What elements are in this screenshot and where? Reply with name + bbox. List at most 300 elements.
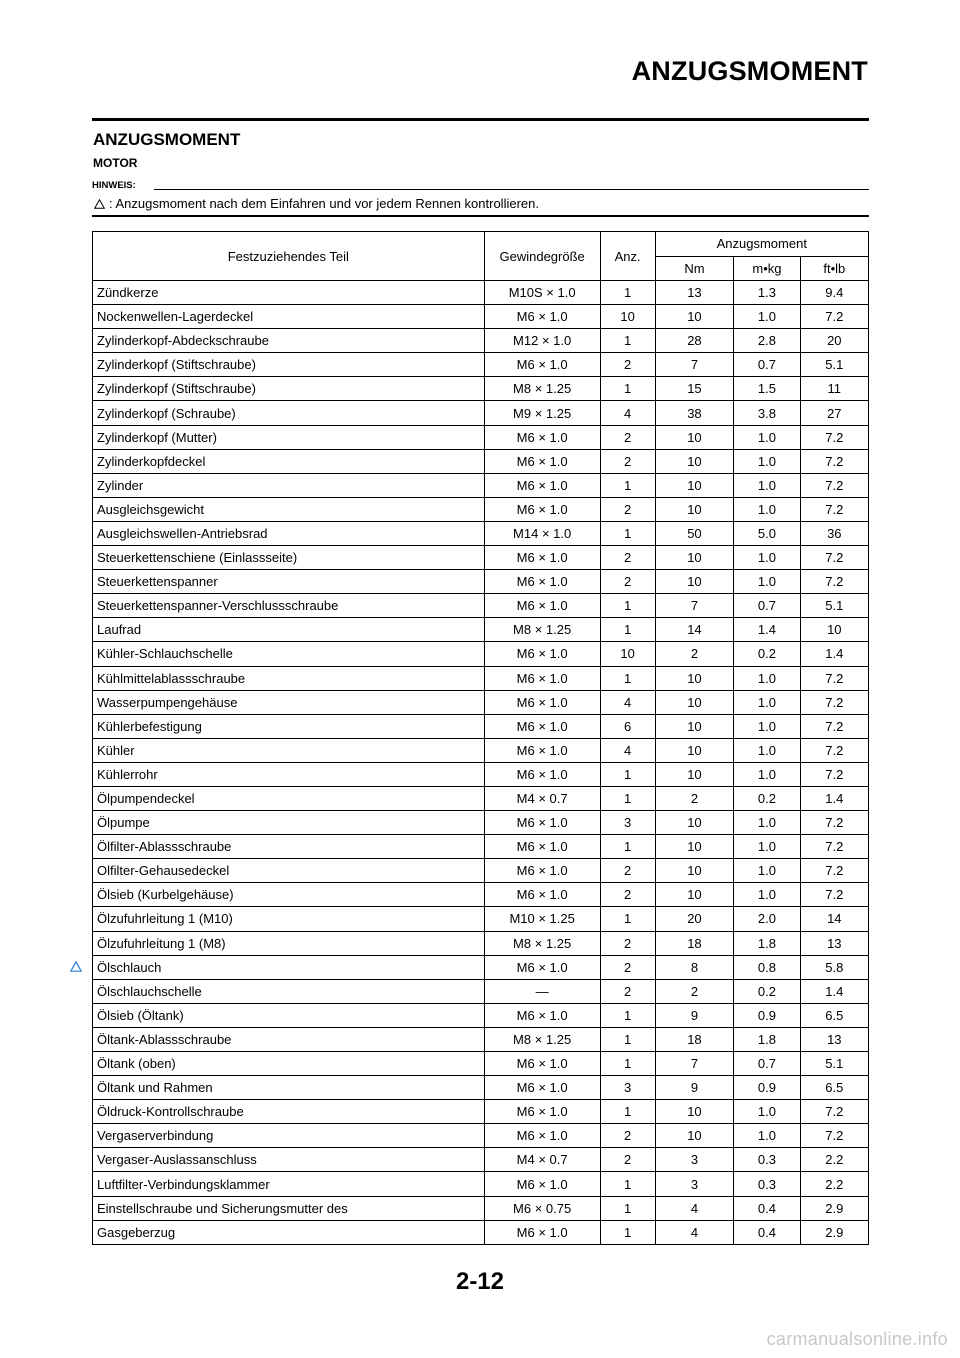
table-row [93, 473, 869, 497]
table-row [93, 1172, 869, 1196]
cell-part: Ausgleichsgewicht [93, 497, 485, 521]
table-row [93, 690, 869, 714]
cell-thread: M6 × 1.0 [484, 690, 600, 714]
cell-mkg: 1.0 [734, 449, 800, 473]
cell-thread: M6 × 1.0 [484, 1100, 600, 1124]
cell-thread: M4 × 0.7 [484, 1148, 600, 1172]
cell-nm: 2 [655, 786, 734, 810]
cell-qty: 3 [600, 811, 655, 835]
cell-mkg: 1.0 [734, 1100, 800, 1124]
cell-thread: M6 × 0.75 [484, 1196, 600, 1220]
cell-part: Luftfilter-Verbindungsklammer [93, 1172, 485, 1196]
cell-mkg: 2.8 [734, 329, 800, 353]
cell-nm: 10 [655, 714, 734, 738]
cell-part: Ölfilter-Ablassschraube [93, 835, 485, 859]
cell-part: Öldruck-Kontrollschraube [93, 1100, 485, 1124]
cell-nm: 10 [655, 449, 734, 473]
cell-thread: M6 × 1.0 [484, 738, 600, 762]
table-row [93, 1124, 869, 1148]
cell-qty: 6 [600, 714, 655, 738]
cell-thread: M6 × 1.0 [484, 642, 600, 666]
cell-ftlb: 5.1 [800, 353, 868, 377]
cell-ftlb: 7.2 [800, 1124, 868, 1148]
cell-thread: M8 × 1.25 [484, 618, 600, 642]
cell-part: Ölpumpendeckel [93, 786, 485, 810]
cell-nm: 10 [655, 690, 734, 714]
table-row [93, 401, 869, 425]
cell-part: Einstellschraube und Sicherungsmutter des [93, 1196, 485, 1220]
cell-qty: 1 [600, 907, 655, 931]
header-title: ANZUGSMOMENT [631, 56, 868, 86]
torque-table [92, 231, 869, 1245]
cell-qty: 1 [600, 521, 655, 545]
cell-nm: 4 [655, 1220, 734, 1244]
cell-nm: 13 [655, 281, 734, 305]
cell-part: Kühler-Schlauchschelle [93, 642, 485, 666]
cell-mkg: 0.3 [734, 1148, 800, 1172]
section-title: ANZUGSMOMENT [93, 130, 241, 149]
header-torque: Anzugsmoment [655, 232, 868, 257]
table-row [93, 1100, 869, 1124]
cell-nm: 7 [655, 1052, 734, 1076]
cell-ftlb: 1.4 [800, 979, 868, 1003]
table-row [93, 1076, 869, 1100]
note-label: HINWEIS: [92, 180, 136, 191]
cell-thread: M6 × 1.0 [484, 883, 600, 907]
cell-mkg: 0.2 [734, 786, 800, 810]
cell-thread: M6 × 1.0 [484, 1220, 600, 1244]
subsection-title: MOTOR [93, 156, 138, 170]
cell-mkg: 1.8 [734, 1027, 800, 1051]
cell-ftlb: 7.2 [800, 1100, 868, 1124]
cell-part: Laufrad [93, 618, 485, 642]
cell-part: Steuerkettenschiene (Einlassseite) [93, 546, 485, 570]
cell-part: Zylinderkopfdeckel [93, 449, 485, 473]
cell-nm: 14 [655, 618, 734, 642]
cell-part: Kühlerrohr [93, 762, 485, 786]
cell-ftlb: 20 [800, 329, 868, 353]
cell-ftlb: 5.1 [800, 1052, 868, 1076]
cell-ftlb: 27 [800, 401, 868, 425]
table-row [93, 811, 869, 835]
cell-ftlb: 7.2 [800, 473, 868, 497]
cell-qty: 2 [600, 859, 655, 883]
table-row [93, 642, 869, 666]
cell-ftlb: 7.2 [800, 305, 868, 329]
cell-nm: 2 [655, 979, 734, 1003]
header-thread: Gewindegröße [484, 232, 600, 281]
cell-thread: M6 × 1.0 [484, 353, 600, 377]
cell-part: Steuerkettenspanner [93, 570, 485, 594]
cell-thread: M6 × 1.0 [484, 425, 600, 449]
cell-part: Ölpumpe [93, 811, 485, 835]
cell-nm: 3 [655, 1148, 734, 1172]
cell-ftlb: 7.2 [800, 835, 868, 859]
cell-thread: — [484, 979, 600, 1003]
cell-qty: 1 [600, 329, 655, 353]
header-part: Festzuziehendes Teil [93, 232, 485, 281]
table-row [93, 714, 869, 738]
cell-ftlb: 7.2 [800, 811, 868, 835]
cell-qty: 2 [600, 931, 655, 955]
cell-nm: 10 [655, 473, 734, 497]
cell-mkg: 0.2 [734, 979, 800, 1003]
cell-ftlb: 7.2 [800, 690, 868, 714]
cell-part: Wasserpumpengehäuse [93, 690, 485, 714]
cell-qty: 4 [600, 690, 655, 714]
cell-ftlb: 7.2 [800, 546, 868, 570]
cell-qty: 1 [600, 473, 655, 497]
cell-part: Zylinderkopf (Mutter) [93, 425, 485, 449]
cell-mkg: 1.0 [734, 714, 800, 738]
cell-part: Zylinderkopf-Abdeckschraube [93, 329, 485, 353]
note-rule [92, 215, 869, 217]
note-label-rule [154, 189, 869, 190]
cell-mkg: 1.0 [734, 738, 800, 762]
cell-qty: 1 [600, 835, 655, 859]
cell-mkg: 0.7 [734, 1052, 800, 1076]
cell-mkg: 1.0 [734, 690, 800, 714]
table-row [93, 955, 869, 979]
cell-mkg: 1.0 [734, 883, 800, 907]
cell-thread: M10S × 1.0 [484, 281, 600, 305]
table-row [93, 786, 869, 810]
cell-part: Ölzufuhrleitung 1 (M10) [93, 907, 485, 931]
header-qty: Anz. [600, 232, 655, 281]
cell-mkg: 1.0 [734, 305, 800, 329]
cell-nm: 10 [655, 305, 734, 329]
cell-ftlb: 11 [800, 377, 868, 401]
cell-qty: 2 [600, 1124, 655, 1148]
cell-mkg: 1.0 [734, 762, 800, 786]
cell-thread: M9 × 1.25 [484, 401, 600, 425]
cell-qty: 2 [600, 570, 655, 594]
cell-mkg: 1.0 [734, 546, 800, 570]
cell-ftlb: 7.2 [800, 762, 868, 786]
cell-mkg: 5.0 [734, 521, 800, 545]
table-row [93, 425, 869, 449]
cell-part: Öltank und Rahmen [93, 1076, 485, 1100]
cell-nm: 9 [655, 1076, 734, 1100]
cell-thread: M6 × 1.0 [484, 835, 600, 859]
cell-ftlb: 2.2 [800, 1172, 868, 1196]
table-row [93, 353, 869, 377]
header-nm: Nm [655, 256, 734, 281]
cell-nm: 28 [655, 329, 734, 353]
cell-mkg: 1.0 [734, 473, 800, 497]
cell-mkg: 1.0 [734, 835, 800, 859]
cell-mkg: 1.0 [734, 425, 800, 449]
table-row [93, 666, 869, 690]
cell-nm: 9 [655, 1003, 734, 1027]
cell-mkg: 1.0 [734, 859, 800, 883]
header-ftlb: ft•lb [800, 256, 868, 281]
cell-mkg: 0.7 [734, 353, 800, 377]
cell-ftlb: 7.2 [800, 425, 868, 449]
cell-mkg: 0.2 [734, 642, 800, 666]
cell-ftlb: 7.2 [800, 497, 868, 521]
cell-ftlb: 13 [800, 1027, 868, 1051]
cell-ftlb: 7.2 [800, 883, 868, 907]
cell-qty: 1 [600, 1172, 655, 1196]
cell-thread: M6 × 1.0 [484, 449, 600, 473]
cell-qty: 10 [600, 305, 655, 329]
table-row [93, 449, 869, 473]
cell-ftlb: 1.4 [800, 642, 868, 666]
cell-part: Zündkerze [93, 281, 485, 305]
cell-thread: M8 × 1.25 [484, 931, 600, 955]
cell-nm: 10 [655, 738, 734, 762]
table-row [93, 594, 869, 618]
cell-qty: 2 [600, 353, 655, 377]
cell-ftlb: 10 [800, 618, 868, 642]
table-row [93, 907, 869, 931]
cell-nm: 3 [655, 1172, 734, 1196]
table-row [93, 497, 869, 521]
cell-ftlb: 2.9 [800, 1220, 868, 1244]
cell-part: Kühlmittelablassschraube [93, 666, 485, 690]
cell-ftlb: 5.8 [800, 955, 868, 979]
note [94, 196, 869, 212]
cell-thread: M6 × 1.0 [484, 473, 600, 497]
cell-part: Steuerkettenspanner-Verschlussschraube [93, 594, 485, 618]
cell-nm: 10 [655, 883, 734, 907]
cell-mkg: 0.9 [734, 1076, 800, 1100]
cell-thread: M6 × 1.0 [484, 497, 600, 521]
cell-part: Ölsieb (Öltank) [93, 1003, 485, 1027]
cell-thread: M6 × 1.0 [484, 305, 600, 329]
cell-qty: 1 [600, 1196, 655, 1220]
cell-nm: 8 [655, 955, 734, 979]
cell-thread: M6 × 1.0 [484, 546, 600, 570]
table-row [93, 1027, 869, 1051]
cell-part: Zylinder [93, 473, 485, 497]
cell-thread: M6 × 1.0 [484, 1003, 600, 1027]
cell-thread: M6 × 1.0 [484, 1052, 600, 1076]
cell-ftlb: 6.5 [800, 1003, 868, 1027]
cell-nm: 7 [655, 353, 734, 377]
cell-mkg: 0.3 [734, 1172, 800, 1196]
cell-qty: 2 [600, 546, 655, 570]
cell-ftlb: 9.4 [800, 281, 868, 305]
cell-qty: 3 [600, 1076, 655, 1100]
table-row [93, 1003, 869, 1027]
cell-thread: M6 × 1.0 [484, 1124, 600, 1148]
table-row [93, 931, 869, 955]
cell-qty: 1 [600, 1100, 655, 1124]
cell-qty: 1 [600, 1220, 655, 1244]
cell-nm: 4 [655, 1196, 734, 1220]
table-row [93, 570, 869, 594]
cell-ftlb: 36 [800, 521, 868, 545]
cell-qty: 2 [600, 1148, 655, 1172]
cell-mkg: 0.7 [734, 594, 800, 618]
cell-part: Olfilter-Gehausedeckel [93, 859, 485, 883]
cell-qty: 2 [600, 979, 655, 1003]
torque-table-body [93, 281, 869, 1245]
cell-qty: 2 [600, 955, 655, 979]
cell-qty: 4 [600, 738, 655, 762]
cell-thread: M6 × 1.0 [484, 955, 600, 979]
table-row [93, 1148, 869, 1172]
cell-qty: 1 [600, 377, 655, 401]
cell-part: Ölzufuhrleitung 1 (M8) [93, 931, 485, 955]
cell-nm: 18 [655, 1027, 734, 1051]
cell-nm: 18 [655, 931, 734, 955]
header-rule [92, 118, 869, 121]
table-row [93, 281, 869, 305]
cell-nm: 10 [655, 1100, 734, 1124]
cell-part: Nockenwellen-Lagerdeckel [93, 305, 485, 329]
cell-nm: 20 [655, 907, 734, 931]
table-row [93, 1052, 869, 1076]
header-mkg: m•kg [734, 256, 800, 281]
cell-nm: 10 [655, 835, 734, 859]
cell-ftlb: 7.2 [800, 570, 868, 594]
table-row [93, 305, 869, 329]
cell-qty: 10 [600, 642, 655, 666]
cell-qty: 2 [600, 425, 655, 449]
table-row [93, 377, 869, 401]
cell-part: Kühlerbefestigung [93, 714, 485, 738]
cell-qty: 2 [600, 449, 655, 473]
cell-nm: 10 [655, 1124, 734, 1148]
table-row [93, 883, 869, 907]
cell-thread: M6 × 1.0 [484, 1172, 600, 1196]
table-row [93, 329, 869, 353]
cell-mkg: 1.8 [734, 931, 800, 955]
cell-ftlb: 7.2 [800, 714, 868, 738]
cell-ftlb: 6.5 [800, 1076, 868, 1100]
cell-part: Ölschlauch [93, 955, 485, 979]
cell-thread: M12 × 1.0 [484, 329, 600, 353]
cell-qty: 4 [600, 401, 655, 425]
cell-qty: 1 [600, 666, 655, 690]
cell-part: Ölsieb (Kurbelgehäuse) [93, 883, 485, 907]
cell-nm: 10 [655, 546, 734, 570]
cell-thread: M6 × 1.0 [484, 859, 600, 883]
table-row [93, 521, 869, 545]
cell-mkg: 0.9 [734, 1003, 800, 1027]
warning-triangle-icon [70, 961, 82, 972]
cell-part: Zylinderkopf (Schraube) [93, 401, 485, 425]
cell-ftlb: 14 [800, 907, 868, 931]
cell-part: Gasgeberzug [93, 1220, 485, 1244]
cell-part: Öltank (oben) [93, 1052, 485, 1076]
cell-nm: 2 [655, 642, 734, 666]
cell-nm: 10 [655, 811, 734, 835]
table-row [93, 835, 869, 859]
cell-nm: 10 [655, 762, 734, 786]
cell-thread: M6 × 1.0 [484, 762, 600, 786]
cell-thread: M6 × 1.0 [484, 714, 600, 738]
cell-qty: 1 [600, 1052, 655, 1076]
cell-qty: 1 [600, 762, 655, 786]
cell-thread: M8 × 1.25 [484, 1027, 600, 1051]
cell-mkg: 0.4 [734, 1196, 800, 1220]
cell-ftlb: 1.4 [800, 786, 868, 810]
table-row [93, 618, 869, 642]
cell-part: Kühler [93, 738, 485, 762]
cell-mkg: 1.0 [734, 497, 800, 521]
cell-part: Ausgleichswellen-Antriebsrad [93, 521, 485, 545]
cell-ftlb: 7.2 [800, 859, 868, 883]
cell-nm: 10 [655, 666, 734, 690]
cell-nm: 10 [655, 570, 734, 594]
cell-thread: M6 × 1.0 [484, 811, 600, 835]
cell-part: Vergaserverbindung [93, 1124, 485, 1148]
cell-thread: M6 × 1.0 [484, 594, 600, 618]
cell-qty: 1 [600, 594, 655, 618]
cell-thread: M14 × 1.0 [484, 521, 600, 545]
cell-thread: M8 × 1.25 [484, 377, 600, 401]
table-row [93, 979, 869, 1003]
page-number: 2-12 [455, 1268, 505, 1295]
cell-nm: 10 [655, 497, 734, 521]
cell-qty: 2 [600, 883, 655, 907]
cell-qty: 2 [600, 497, 655, 521]
table-row [93, 738, 869, 762]
watermark: carmanualsonline.info [766, 1329, 948, 1349]
cell-mkg: 1.0 [734, 570, 800, 594]
cell-ftlb: 7.2 [800, 738, 868, 762]
cell-ftlb: 5.1 [800, 594, 868, 618]
table-row [93, 1196, 869, 1220]
table-row [93, 1220, 869, 1244]
note-text: : Anzugsmoment nach dem Einfahren und vor jedem Rennen kontrollieren. [109, 196, 539, 211]
cell-part: Öltank-Ablassschraube [93, 1027, 485, 1051]
cell-mkg: 1.5 [734, 377, 800, 401]
cell-part: Ölschlauchschelle [93, 979, 485, 1003]
cell-nm: 38 [655, 401, 734, 425]
cell-mkg: 1.0 [734, 1124, 800, 1148]
cell-ftlb: 2.2 [800, 1148, 868, 1172]
cell-mkg: 1.3 [734, 281, 800, 305]
cell-qty: 1 [600, 1003, 655, 1027]
cell-mkg: 0.8 [734, 955, 800, 979]
cell-nm: 50 [655, 521, 734, 545]
cell-nm: 7 [655, 594, 734, 618]
cell-qty: 1 [600, 786, 655, 810]
cell-qty: 1 [600, 1027, 655, 1051]
cell-ftlb: 13 [800, 931, 868, 955]
cell-mkg: 2.0 [734, 907, 800, 931]
table-row [93, 859, 869, 883]
cell-qty: 1 [600, 281, 655, 305]
cell-qty: 1 [600, 618, 655, 642]
cell-ftlb: 2.9 [800, 1196, 868, 1220]
cell-thread: M6 × 1.0 [484, 570, 600, 594]
cell-nm: 10 [655, 859, 734, 883]
cell-nm: 10 [655, 425, 734, 449]
cell-mkg: 0.4 [734, 1220, 800, 1244]
cell-ftlb: 7.2 [800, 449, 868, 473]
cell-part: Vergaser-Auslassanschluss [93, 1148, 485, 1172]
cell-thread: M6 × 1.0 [484, 1076, 600, 1100]
cell-mkg: 1.4 [734, 618, 800, 642]
cell-ftlb: 7.2 [800, 666, 868, 690]
table-row [93, 762, 869, 786]
cell-nm: 15 [655, 377, 734, 401]
triangle-outline-icon [94, 199, 105, 209]
cell-thread: M10 × 1.25 [484, 907, 600, 931]
cell-thread: M6 × 1.0 [484, 666, 600, 690]
cell-mkg: 3.8 [734, 401, 800, 425]
cell-part: Zylinderkopf (Stiftschraube) [93, 353, 485, 377]
cell-mkg: 1.0 [734, 811, 800, 835]
cell-mkg: 1.0 [734, 666, 800, 690]
cell-thread: M4 × 0.7 [484, 786, 600, 810]
